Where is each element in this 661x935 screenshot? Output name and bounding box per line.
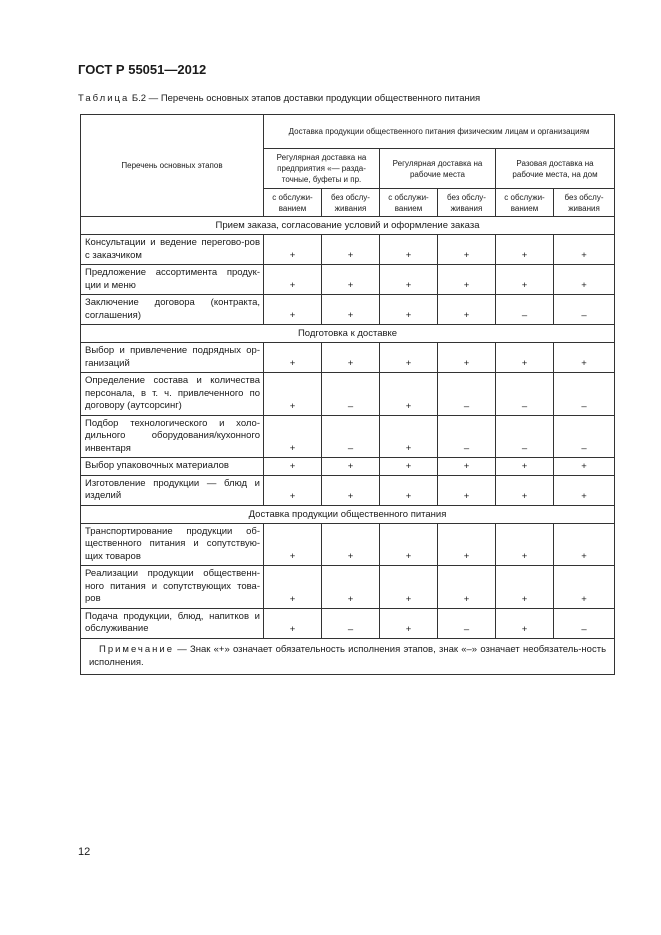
mark-cell: – <box>496 415 554 458</box>
table-row <box>81 458 615 476</box>
mark-cell: + <box>380 235 438 265</box>
table-note <box>81 638 615 674</box>
mark-cell: – <box>438 415 496 458</box>
mark-cell: + <box>264 415 322 458</box>
mark-cell: + <box>380 415 438 458</box>
mark-cell: + <box>438 265 496 295</box>
stage-label: Транспортирование продукции об-щественного питания и сопутствую-щих товаров <box>81 523 264 566</box>
stage-label: Предложение ассортимента продук-ции и меню <box>81 265 264 295</box>
mark-cell: + <box>322 458 380 476</box>
mark-cell: + <box>264 373 322 416</box>
stage-label: Выбор упаковочных материалов <box>81 458 264 476</box>
group-header: Доставка продукции общественного питания физическим лицам и организациям <box>264 115 615 149</box>
subgroup-header: Регулярная доставка на рабочие места <box>380 149 496 189</box>
mark-cell: – <box>438 373 496 416</box>
mark-cell: + <box>554 458 615 476</box>
subgroup-header: Разовая доставка на рабочие места, на дом <box>496 149 615 189</box>
mark-cell: + <box>380 343 438 373</box>
mark-cell: + <box>496 608 554 638</box>
service-type-header: без обслу-живания <box>554 189 615 217</box>
mark-cell: – <box>554 608 615 638</box>
section-title: Прием заказа, согласование условий и оформление заказа <box>81 217 615 235</box>
stage-label: Реализации продукции общественн-ного питания и сопутствующих това-ров <box>81 566 264 609</box>
section-title: Доставка продукции общественного питания <box>81 505 615 523</box>
service-type-header: с обслужи-ванием <box>496 189 554 217</box>
table-caption <box>78 93 480 104</box>
mark-cell: + <box>322 523 380 566</box>
mark-cell: + <box>380 373 438 416</box>
mark-cell: + <box>496 343 554 373</box>
mark-cell: + <box>554 235 615 265</box>
stages-column-header: Перечень основных этапов <box>81 115 264 217</box>
mark-cell: + <box>554 343 615 373</box>
mark-cell: – <box>496 295 554 325</box>
mark-cell: + <box>496 566 554 609</box>
mark-cell: – <box>322 415 380 458</box>
mark-cell: + <box>496 235 554 265</box>
mark-cell: – <box>322 373 380 416</box>
stage-label: Подача продукции, блюд, напитков и обслуживание <box>81 608 264 638</box>
mark-cell: + <box>264 608 322 638</box>
mark-cell: + <box>264 566 322 609</box>
mark-cell: + <box>438 566 496 609</box>
mark-cell: + <box>496 458 554 476</box>
note-label: Примечание <box>99 643 174 655</box>
mark-cell: + <box>554 523 615 566</box>
mark-cell: + <box>496 523 554 566</box>
stage-label: Заключение договора (контракта, соглашения) <box>81 295 264 325</box>
mark-cell: + <box>264 235 322 265</box>
table-row <box>81 373 615 416</box>
table-row <box>81 235 615 265</box>
mark-cell: + <box>264 475 322 505</box>
stage-label: Консультации и ведение перегово-ров с заказчиком <box>81 235 264 265</box>
mark-cell: + <box>438 458 496 476</box>
mark-cell: + <box>438 343 496 373</box>
mark-cell: + <box>380 566 438 609</box>
mark-cell: + <box>380 475 438 505</box>
mark-cell: + <box>322 475 380 505</box>
mark-cell: + <box>322 566 380 609</box>
mark-cell: – <box>438 608 496 638</box>
mark-cell: – <box>322 608 380 638</box>
mark-cell: + <box>554 566 615 609</box>
mark-cell: + <box>322 295 380 325</box>
mark-cell: – <box>554 415 615 458</box>
stage-label: Определение состава и количества персонала, в т. ч. привлеченного по договору (аутсорсинг) <box>81 373 264 416</box>
mark-cell: + <box>438 523 496 566</box>
stage-label: Подбор технологического и холо-дильного оборудования/кухонного инвентаря <box>81 415 264 458</box>
mark-cell: + <box>380 608 438 638</box>
mark-cell: + <box>380 458 438 476</box>
note-text: — Знак «+» означает обязательность исполнения этапов, знак «–» означает необязатель-ность исполнения. <box>89 643 607 668</box>
mark-cell: + <box>264 523 322 566</box>
mark-cell: + <box>264 295 322 325</box>
mark-cell: – <box>554 295 615 325</box>
mark-cell: + <box>264 343 322 373</box>
stage-label: Выбор и привлечение подрядных ор-ганизаций <box>81 343 264 373</box>
table-row <box>81 475 615 505</box>
mark-cell: + <box>322 235 380 265</box>
caption-label: Таблица <box>78 93 130 104</box>
mark-cell: – <box>496 373 554 416</box>
caption-text: Б.2 — Перечень основных этапов доставки продукции общественного питания <box>129 93 481 104</box>
service-type-header: без обслу-живания <box>438 189 496 217</box>
service-type-header: с обслужи-ванием <box>380 189 438 217</box>
table-row <box>81 415 615 458</box>
mark-cell: + <box>496 265 554 295</box>
table-row <box>81 523 615 566</box>
document-code: ГОСТ Р 55051—2012 <box>78 62 207 77</box>
mark-cell: + <box>322 265 380 295</box>
mark-cell: + <box>322 343 380 373</box>
mark-cell: – <box>554 373 615 416</box>
delivery-stages-table <box>80 114 615 675</box>
mark-cell: + <box>380 295 438 325</box>
mark-cell: + <box>380 265 438 295</box>
subgroup-header: Регулярная доставка на предприятия «— разда-точные, буфеты и пр. <box>264 149 380 189</box>
table-row <box>81 566 615 609</box>
mark-cell: + <box>380 523 438 566</box>
table-row <box>81 343 615 373</box>
mark-cell: + <box>264 265 322 295</box>
page-number: 12 <box>78 846 91 858</box>
table-row <box>81 265 615 295</box>
mark-cell: + <box>554 475 615 505</box>
mark-cell: + <box>438 475 496 505</box>
table-row <box>81 295 615 325</box>
stage-label: Изготовление продукции — блюд и изделий <box>81 475 264 505</box>
service-type-header: без обслу-живания <box>322 189 380 217</box>
mark-cell: + <box>496 475 554 505</box>
section-title: Подготовка к доставке <box>81 325 615 343</box>
mark-cell: + <box>438 295 496 325</box>
mark-cell: + <box>438 235 496 265</box>
mark-cell: + <box>554 265 615 295</box>
service-type-header: с обслужи-ванием <box>264 189 322 217</box>
table-row <box>81 608 615 638</box>
mark-cell: + <box>264 458 322 476</box>
